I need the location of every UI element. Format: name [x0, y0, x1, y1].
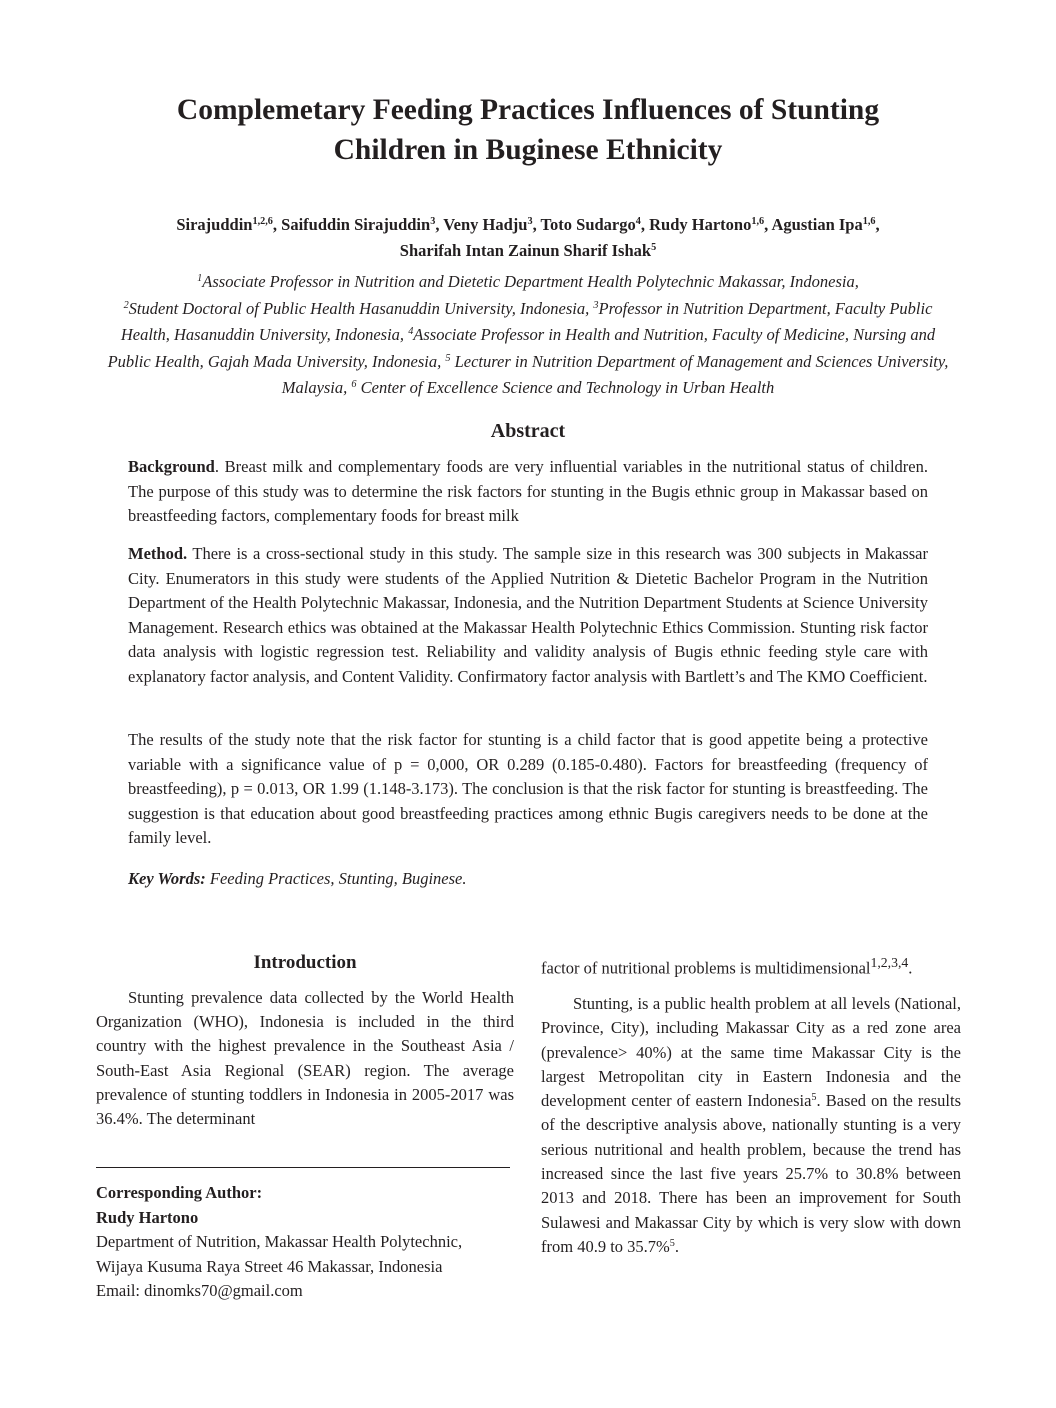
author-sup: 1,6 — [862, 215, 876, 227]
citation-sup: 5 — [669, 1237, 675, 1249]
method-label: Method. — [128, 544, 188, 563]
affiliation-3: Professor in Nutrition Department, Faculty Public Health, Hasanuddin University, Indonesia, — [120, 298, 933, 344]
affiliation-sup: 5 — [445, 352, 451, 364]
title-line-1: Complemetary Feeding Practices Influences of Stunting — [176, 94, 880, 126]
corresponding-address-1: Department of Nutrition, Makassar Health Polytechnic, — [96, 1232, 463, 1251]
continuation-text: factor of nutritional problems is multidimensional — [541, 958, 871, 978]
author-sup: 1,6 — [751, 215, 765, 227]
abstract-heading: Abstract — [490, 420, 566, 442]
right-para-part-1: Stunting, is a public health problem at all levels (National, Province, City), including Makassar City as a red zone area (prevalence> 40%) at the same time Makassar City is the largest Metropolitan city in Eastern Indonesia and the development center of eastern Indonesia — [541, 994, 961, 1111]
author-sup: 5 — [651, 241, 657, 253]
introduction-right-paragraph — [541, 992, 961, 1259]
author-sup: 3 — [430, 215, 436, 227]
continuation-end: . — [908, 958, 913, 978]
affiliation-5: Lecturer in Nutrition Department of Management and Sciences University, Malaysia, — [281, 351, 949, 397]
affiliation-sup: 3 — [593, 299, 599, 311]
affiliation-6: Center of Excellence Science and Technology in Urban Health — [360, 378, 775, 397]
affiliation-1: Associate Professor in Nutrition and Dietetic Department Health Polytechnic Makassar, Indonesia, — [202, 272, 859, 291]
author-sup: 4 — [635, 215, 641, 227]
background-label: Background — [128, 457, 215, 476]
affiliation-sup: 4 — [408, 325, 414, 337]
author-name: Saifuddin Sirajuddin — [281, 215, 431, 234]
author-name: Agustian Ipa — [771, 215, 863, 234]
author-name: Veny Hadju — [443, 215, 528, 234]
author-sup: 1,2,6 — [252, 215, 273, 227]
title-line-2: Children in Buginese Ethnicity — [333, 134, 723, 166]
abstract-background — [128, 455, 928, 529]
paper-title — [90, 90, 966, 170]
background-text: . Breast milk and complementary foods are very influential variables in the nutritional status of children. The purpose of this study was to determine the risk factors for stunting in the Bugis ethnic group in Makassar based on breastfeeding factors, complementary foods for breast milk — [128, 457, 928, 525]
introduction-left-paragraph: Stunting prevalence data collected by the World Health Organization (WHO), Indonesia is included in the third country with the highest prevalence in the Southeast Asia / South-East Asia Regional (SEAR) region. The average prevalence of stunting toddlers in Indonesia in 2005-2017 was 36.4%. The determinant — [96, 988, 514, 1129]
corresponding-label: Corresponding Author: — [96, 1183, 263, 1202]
author-name: Toto Sudargo — [540, 215, 636, 234]
citation-sup: 1,2,3,4 — [870, 955, 909, 970]
introduction-right-continuation — [541, 951, 961, 981]
affiliation-2: Student Doctoral of Public Health Hasanuddin University, Indonesia, — [128, 298, 590, 318]
author-name: Sharifah Intan Zainun Sharif Ishak — [399, 241, 652, 260]
abstract-results: The results of the study note that the risk factor for stunting is a child factor that is good appetite being a protective variable with a significance value of p = 0,000, OR 0.289 (0.185-0.480). Factors for breastfeeding (frequency of breastfeeding), p = 0.013, OR 1.99 (1.148-3.173). The conclusion is that the risk factor for stunting is breastfeeding. The suggestion is that education about good breastfeeding practices among ethnic Bugis caregivers needs to be done at the family level. — [128, 730, 928, 847]
corresponding-author-block — [96, 1181, 516, 1304]
right-para-part-2: . Based on the results of the descriptive analysis above, nationally stunting is a very serious nutritional and health problem, because the trend has increased since the last five years 25.7% to 30.8% between 2013 and 2018. There has been an improvement for South Sulawesi and Makassar City by which is very slow with down from 40.9 to 35.7% — [541, 1091, 961, 1256]
keywords-label: Key Words: — [128, 869, 206, 888]
author-list: Sirajuddin$^{1,2,6}$, Saifuddin Sirajuddin$^3$, Veny Hadju$^3$, Toto Sudargo$^4$, Rudy Hartono$^{1,6}$, Agustian Ipa$^{1,6}$, Sharifah Intan Zainun Sharif Ishak$^5$ — [176, 215, 880, 260]
author-sup: 3 — [527, 215, 533, 227]
keywords-text: Feeding Practices, Stunting, Buginese. — [205, 869, 467, 888]
affiliation-sup: 1 — [197, 272, 203, 284]
corresponding-email: Email: dinomks70@gmail.com — [96, 1281, 303, 1300]
author-name: Sirajuddin — [176, 215, 253, 234]
right-para-end: . — [674, 1236, 680, 1256]
author-name: Rudy Hartono — [649, 215, 752, 234]
method-text: There is a cross-sectional study in this study. The sample size in this research was 300 subjects in Makassar City. Enumerators in this study were students of the Applied Nutrition & Dietetic Bachelor Program in the Nutrition Department of the Health Polytechnic Makassar, Indonesia, and the Nutrition Department Students at Science University Management. Research ethics was obtained at the Makassar Health Polytechnic Ethics Commission. Stunting risk factor data analysis with logistic regression test. Reliability and validity analysis of Bugis ethnic feeding style care with explanatory factor analysis, and Content Validity. Confirmatory factor analysis with Bartlett’s and The KMO Coefficient. — [128, 544, 928, 686]
affiliations — [98, 269, 958, 402]
citation-sup: 5 — [811, 1092, 817, 1104]
footnote-divider — [96, 1167, 510, 1168]
keywords — [128, 867, 928, 892]
corresponding-name: Rudy Hartono — [96, 1207, 199, 1227]
affiliation-4: Associate Professor in Health and Nutrition, Faculty of Medicine, Nursing and Public Health, Gajah Mada University, Indonesia, — [107, 325, 936, 371]
abstract-method — [128, 542, 928, 689]
affiliation-sup: 6 — [351, 378, 357, 390]
affiliation-sup: 2 — [123, 299, 129, 311]
introduction-heading: Introduction — [253, 952, 357, 973]
corresponding-address-2: Wijaya Kusuma Raya Street 46 Makassar, Indonesia — [96, 1256, 443, 1276]
